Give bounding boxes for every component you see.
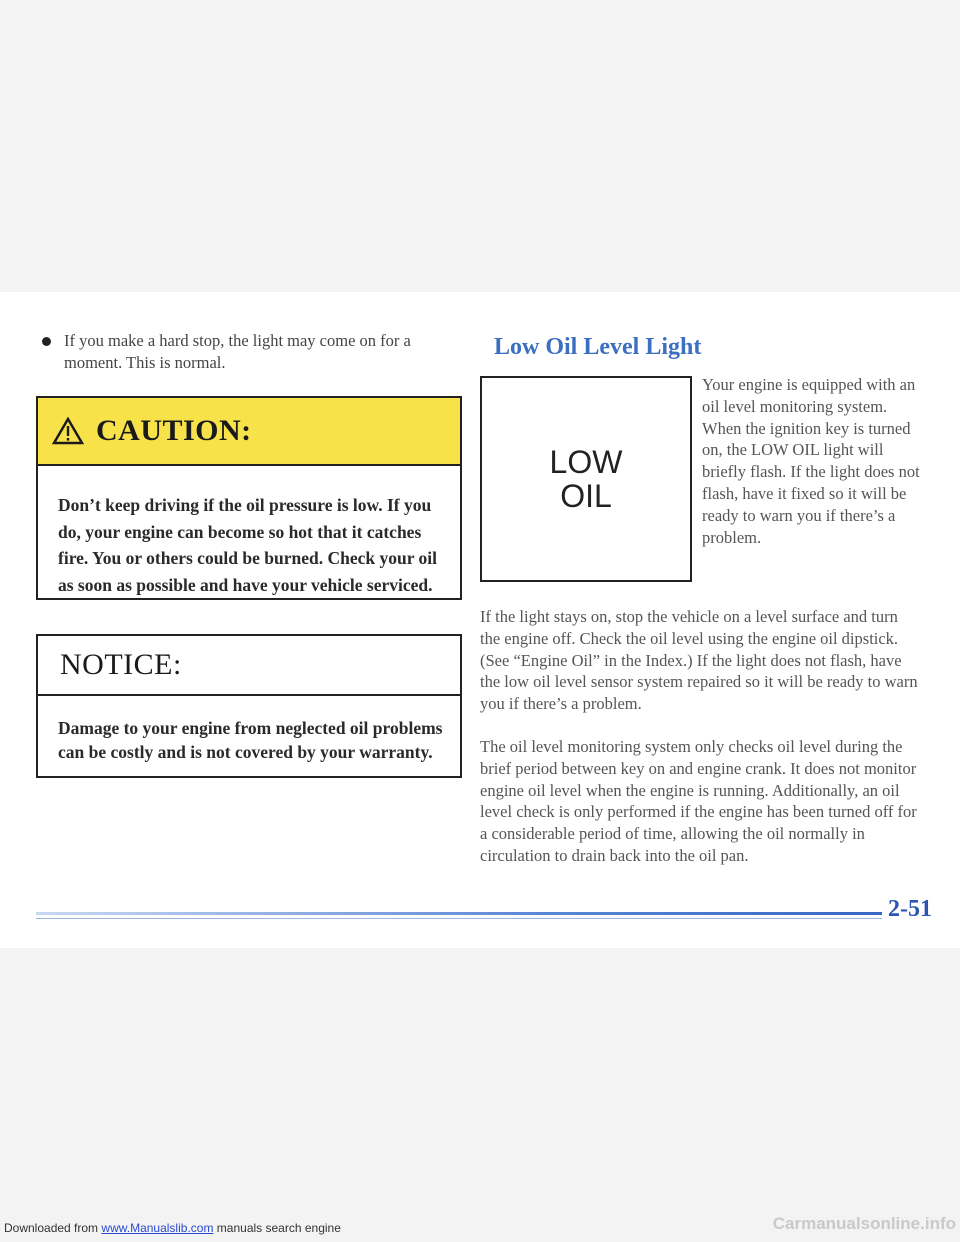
site-watermark: Carmanualsonline.info bbox=[772, 1214, 956, 1233]
bottom-margin bbox=[0, 948, 960, 1242]
intro-paragraph: Your engine is equipped with an oil level monitoring system. When the ignition key is turned on, the LOW OIL light will briefly flash. If the light does not flash, have it fixed so it will be ready to warn you if there’s a problem. bbox=[702, 375, 920, 547]
caution-body: Don’t keep driving if the oil pressure is low. If you do, your engine can become so hot that it catches fire. You or others could be burned. Check your oil as soon as possible and have your vehicle serviced. bbox=[58, 495, 438, 595]
bullet-icon bbox=[42, 337, 51, 346]
caution-box bbox=[36, 396, 462, 600]
watermark-link[interactable]: www.Manualslib.com bbox=[101, 1221, 214, 1235]
watermark-suffix: manuals search engine bbox=[216, 1221, 341, 1235]
footer-rule bbox=[36, 912, 882, 915]
caution-title: CAUTION: bbox=[96, 414, 252, 447]
bullet-text: If you make a hard stop, the light may come on for a moment. This is normal. bbox=[64, 331, 411, 372]
download-watermark bbox=[4, 1221, 341, 1235]
caution-header bbox=[38, 398, 460, 466]
notice-box bbox=[36, 634, 462, 778]
page-number: 2-51 bbox=[888, 896, 932, 922]
notice-header bbox=[38, 636, 460, 696]
right-column bbox=[480, 330, 920, 865]
warning-triangle-icon bbox=[52, 417, 84, 445]
low-oil-indicator bbox=[480, 376, 692, 582]
bullet-item bbox=[36, 330, 462, 374]
left-column bbox=[36, 330, 462, 762]
notice-title: NOTICE: bbox=[60, 648, 182, 681]
indicator-line-2: OIL bbox=[560, 478, 612, 514]
section-heading: Low Oil Level Light bbox=[494, 334, 702, 360]
paragraph-light-stays-on: If the light stays on, stop the vehicle on a level surface and turn the engine off. Check the oil level using the engine oil dipstick. (See “Engine Oil” in the Index.) If the light does not flash, have the low oil level sensor system repaired so it will be ready to warn you if there’s a problem. bbox=[480, 607, 918, 714]
top-margin bbox=[0, 0, 960, 292]
notice-body: Damage to your engine from neglected oil problems can be costly and is not covered by your warranty. bbox=[58, 718, 443, 762]
footer-rule-thin bbox=[36, 918, 882, 919]
watermark-prefix: Downloaded from bbox=[4, 1221, 99, 1235]
indicator-line-1: LOW bbox=[549, 444, 623, 480]
paragraph-monitoring-system: The oil level monitoring system only checks oil level during the brief period between key on and engine crank. It does not monitor engine oil level when the engine is running. Additionally, an oil level check is only performed if the engine has been turned off for a considerable period of time, allowing the oil normally in circulation to drain back into the oil pan. bbox=[480, 737, 917, 865]
